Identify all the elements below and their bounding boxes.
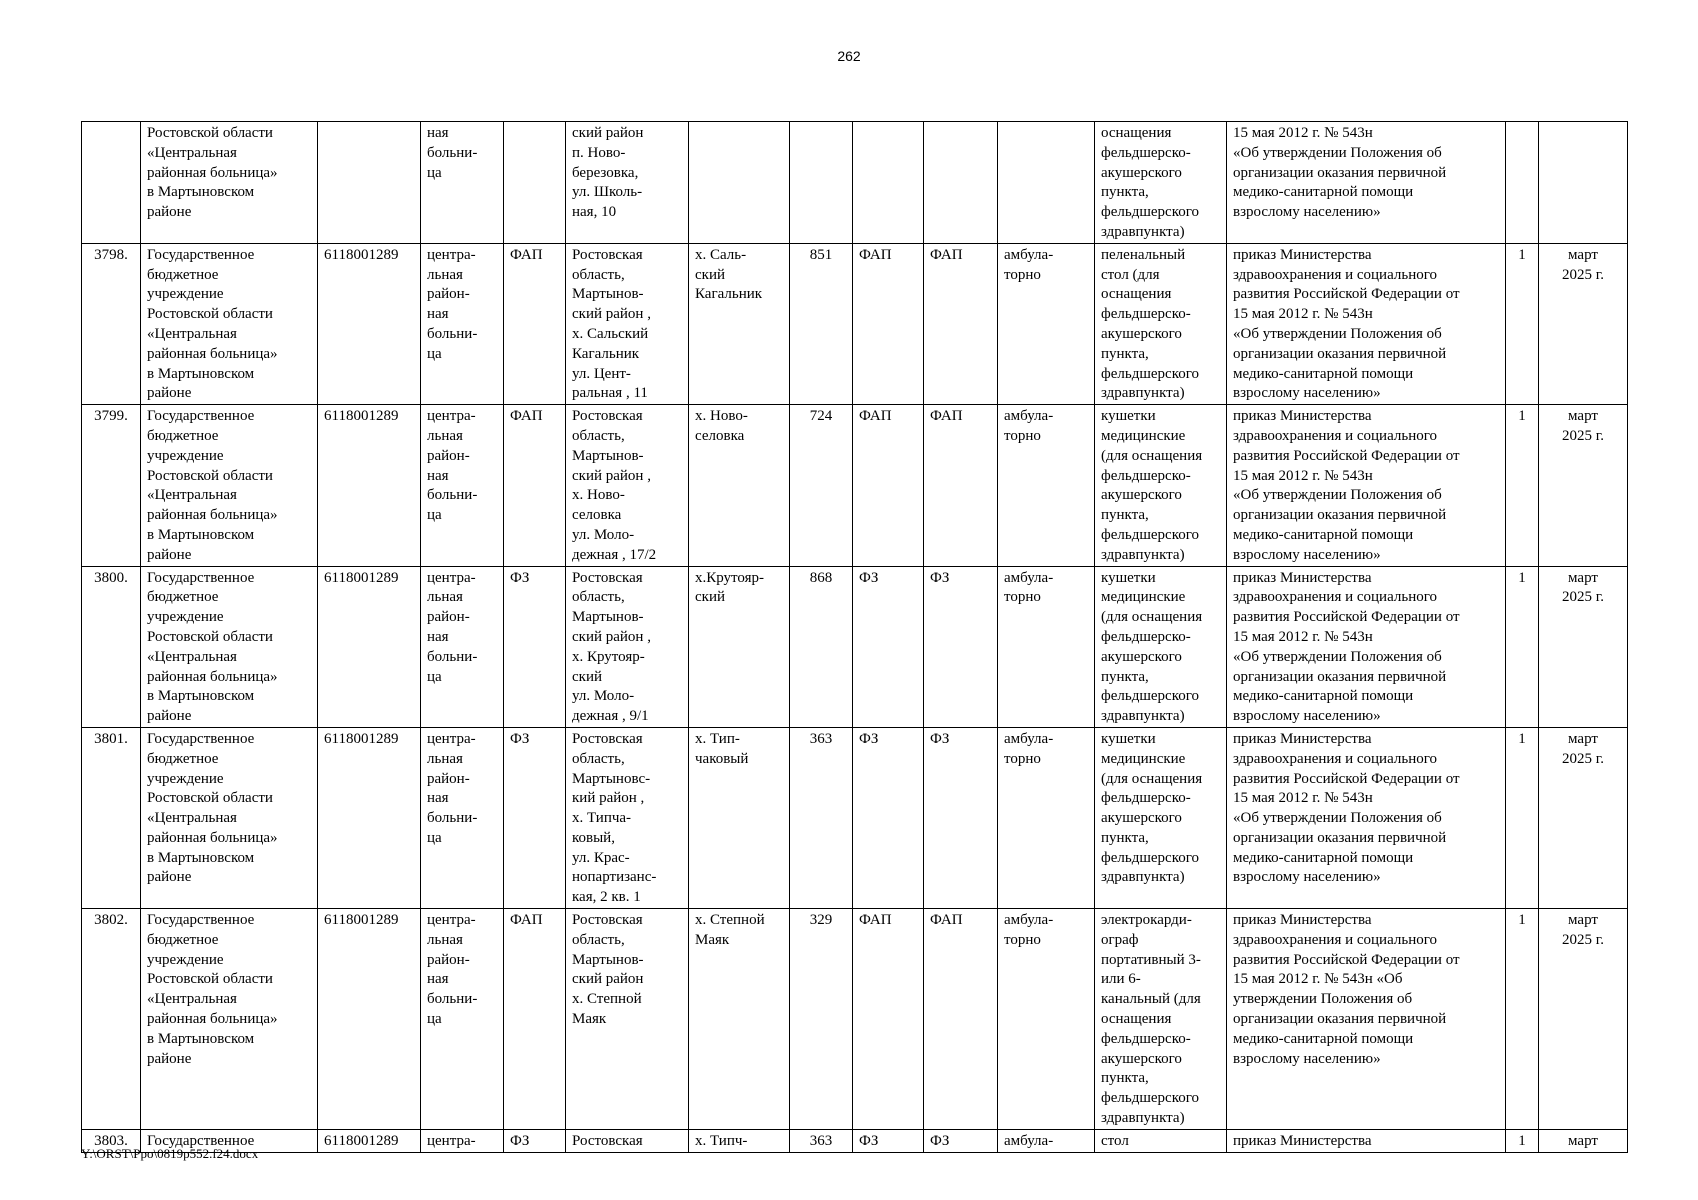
organization-cell: Государственное бюджетное учреждение Ростовской области «Центральная районная больница» в Мартыновском районе bbox=[141, 243, 318, 404]
care-form-cell bbox=[998, 122, 1095, 244]
unit-code-cell bbox=[853, 122, 924, 244]
locality-cell: х. Степной Маяк bbox=[689, 909, 790, 1130]
care-form-cell: амбула- торно bbox=[998, 909, 1095, 1130]
institution-type-cell: центра- льная район- ная больни- ца bbox=[421, 727, 504, 908]
table-row bbox=[82, 909, 1628, 1130]
institution-type-cell: центра- льная район- ная больни- ца bbox=[421, 405, 504, 566]
inn-cell: 6118001289 bbox=[318, 405, 421, 566]
legal-basis-cell: приказ Министерства здравоохранения и социального развития Российской Федерации от 15 мая 2012 г. № 543н «Об утверждении Положения об организации оказания первичной медико-санитарной помощи взрослому населению» bbox=[1227, 909, 1506, 1130]
page-number: 262 bbox=[837, 48, 861, 64]
table-row bbox=[82, 243, 1628, 404]
locality-cell: х. Типч- bbox=[689, 1129, 790, 1152]
quantity-cell: 1 bbox=[1506, 727, 1539, 908]
date-cell: март 2025 г. bbox=[1539, 243, 1628, 404]
unit-kind-cell: ФАП bbox=[924, 405, 998, 566]
inn-cell: 6118001289 bbox=[318, 727, 421, 908]
population-cell: 363 bbox=[790, 1129, 853, 1152]
unit-code-cell: ФЗ bbox=[853, 566, 924, 727]
equipment-cell: оснащения фельдшерско- акушерского пункта, фельдшерского здравпункта) bbox=[1095, 122, 1227, 244]
row-number-cell: 3799. bbox=[82, 405, 141, 566]
unit-code-cell: ФАП bbox=[853, 243, 924, 404]
unit-kind-cell bbox=[924, 122, 998, 244]
date-cell bbox=[1539, 122, 1628, 244]
care-form-cell: амбула- торно bbox=[998, 727, 1095, 908]
date-cell: март 2025 г. bbox=[1539, 727, 1628, 908]
date-cell: март 2025 г. bbox=[1539, 566, 1628, 727]
quantity-cell: 1 bbox=[1506, 243, 1539, 404]
unit-type-cell: ФЗ bbox=[504, 727, 566, 908]
inn-cell: 6118001289 bbox=[318, 566, 421, 727]
institution-type-cell: центра- bbox=[421, 1129, 504, 1152]
equipment-cell: кушетки медицинские (для оснащения фельдшерско- акушерского пункта, фельдшерского здравпункта) bbox=[1095, 405, 1227, 566]
locality-cell: х. Тип- чаковый bbox=[689, 727, 790, 908]
row-number-cell: 3801. bbox=[82, 727, 141, 908]
date-cell: март bbox=[1539, 1129, 1628, 1152]
care-form-cell: амбула- торно bbox=[998, 405, 1095, 566]
locality-cell: х.Крутояр- ский bbox=[689, 566, 790, 727]
unit-type-cell: ФЗ bbox=[504, 1129, 566, 1152]
legal-basis-cell: приказ Министерства здравоохранения и социального развития Российской Федерации от 15 мая 2012 г. № 543н «Об утверждении Положения об организации оказания первичной медико-санитарной помощи взрослому населению» bbox=[1227, 727, 1506, 908]
unit-code-cell: ФЗ bbox=[853, 727, 924, 908]
organization-cell: Ростовской области «Центральная районная больница» в Мартыновском районе bbox=[141, 122, 318, 244]
organization-cell: Государственное бюджетное учреждение Ростовской области «Центральная районная больница» в Мартыновском районе bbox=[141, 909, 318, 1130]
address-cell: Ростовская область, Мартыновс- кий район , х. Типча- ковый, ул. Крас- нопартизанс- кая, 2 кв. 1 bbox=[566, 727, 689, 908]
table-row bbox=[82, 122, 1628, 244]
unit-type-cell: ФЗ bbox=[504, 566, 566, 727]
unit-kind-cell: ФЗ bbox=[924, 727, 998, 908]
quantity-cell: 1 bbox=[1506, 909, 1539, 1130]
care-form-cell: амбула- торно bbox=[998, 243, 1095, 404]
address-cell: ский район п. Ново- березовка, ул. Школь- ная, 10 bbox=[566, 122, 689, 244]
legal-basis-cell: приказ Министерства здравоохранения и социального развития Российской Федерации от 15 мая 2012 г. № 543н «Об утверждении Положения об организации оказания первичной медико-санитарной помощи взрослому населению» bbox=[1227, 566, 1506, 727]
table-row bbox=[82, 1129, 1628, 1152]
inn-cell: 6118001289 bbox=[318, 909, 421, 1130]
date-cell: март 2025 г. bbox=[1539, 909, 1628, 1130]
locality-cell: х. Саль- ский Кагальник bbox=[689, 243, 790, 404]
population-cell: 363 bbox=[790, 727, 853, 908]
quantity-cell: 1 bbox=[1506, 1129, 1539, 1152]
organization-cell: Государственное bbox=[141, 1129, 318, 1152]
institution-type-cell: центра- льная район- ная больни- ца bbox=[421, 243, 504, 404]
population-cell bbox=[790, 122, 853, 244]
legal-basis-cell: 15 мая 2012 г. № 543н «Об утверждении Положения об организации оказания первичной медико-санитарной помощи взрослому населению» bbox=[1227, 122, 1506, 244]
address-cell: Ростовская область, Мартынов- ский район , х. Сальский Кагальник ул. Цент- ральная , 11 bbox=[566, 243, 689, 404]
organization-cell: Государственное бюджетное учреждение Ростовской области «Центральная районная больница» в Мартыновском районе bbox=[141, 727, 318, 908]
unit-kind-cell: ФЗ bbox=[924, 1129, 998, 1152]
quantity-cell: 1 bbox=[1506, 566, 1539, 727]
legal-basis-cell: приказ Министерства здравоохранения и социального развития Российской Федерации от 15 мая 2012 г. № 543н «Об утверждении Положения об организации оказания первичной медико-санитарной помощи взрослому населению» bbox=[1227, 243, 1506, 404]
care-form-cell: амбула- bbox=[998, 1129, 1095, 1152]
row-number-cell: 3803. bbox=[82, 1129, 141, 1152]
table-row bbox=[82, 727, 1628, 908]
equipment-cell: стол bbox=[1095, 1129, 1227, 1152]
locality-cell: х. Ново- селовка bbox=[689, 405, 790, 566]
row-number-cell: 3798. bbox=[82, 243, 141, 404]
unit-type-cell: ФАП bbox=[504, 405, 566, 566]
quantity-cell bbox=[1506, 122, 1539, 244]
row-number-cell: 3800. bbox=[82, 566, 141, 727]
unit-type-cell bbox=[504, 122, 566, 244]
inn-cell: 6118001289 bbox=[318, 1129, 421, 1152]
equipment-cell: кушетки медицинские (для оснащения фельдшерско- акушерского пункта, фельдшерского здравпункта) bbox=[1095, 727, 1227, 908]
address-cell: Ростовская область, Мартынов- ский район , х. Ново- селовка ул. Моло- дежная , 17/2 bbox=[566, 405, 689, 566]
unit-code-cell: ФАП bbox=[853, 405, 924, 566]
legal-basis-cell: приказ Министерства bbox=[1227, 1129, 1506, 1152]
inn-cell: 6118001289 bbox=[318, 243, 421, 404]
equipment-cell: кушетки медицинские (для оснащения фельдшерско- акушерского пункта, фельдшерского здравпункта) bbox=[1095, 566, 1227, 727]
locality-cell bbox=[689, 122, 790, 244]
population-cell: 724 bbox=[790, 405, 853, 566]
institution-type-cell: центра- льная район- ная больни- ца bbox=[421, 909, 504, 1130]
table-body bbox=[82, 122, 1628, 1153]
quantity-cell: 1 bbox=[1506, 405, 1539, 566]
equipment-cell: пеленальный стол (для оснащения фельдшерско- акушерского пункта, фельдшерского здравпункта) bbox=[1095, 243, 1227, 404]
unit-kind-cell: ФАП bbox=[924, 909, 998, 1130]
equipment-cell: электрокарди- ограф портативный 3- или 6- канальный (для оснащения фельдшерско- акушерского пункта, фельдшерского здравпункта) bbox=[1095, 909, 1227, 1130]
address-cell: Ростовская область, Мартынов- ский район х. Степной Маяк bbox=[566, 909, 689, 1130]
institution-type-cell: ная больни- ца bbox=[421, 122, 504, 244]
unit-kind-cell: ФЗ bbox=[924, 566, 998, 727]
address-cell: Ростовская bbox=[566, 1129, 689, 1152]
population-cell: 868 bbox=[790, 566, 853, 727]
unit-code-cell: ФАП bbox=[853, 909, 924, 1130]
organization-cell: Государственное бюджетное учреждение Ростовской области «Центральная районная больница» в Мартыновском районе bbox=[141, 566, 318, 727]
row-number-cell bbox=[82, 122, 141, 244]
file-path-footer: Y:\ORST\Ppo\0819p552.f24.docx bbox=[81, 1146, 259, 1161]
inn-cell bbox=[318, 122, 421, 244]
unit-kind-cell: ФАП bbox=[924, 243, 998, 404]
row-number-cell: 3802. bbox=[82, 909, 141, 1130]
unit-type-cell: ФАП bbox=[504, 909, 566, 1130]
date-cell: март 2025 г. bbox=[1539, 405, 1628, 566]
table-row bbox=[82, 566, 1628, 727]
unit-type-cell: ФАП bbox=[504, 243, 566, 404]
organization-cell: Государственное бюджетное учреждение Ростовской области «Центральная районная больница» в Мартыновском районе bbox=[141, 405, 318, 566]
care-form-cell: амбула- торно bbox=[998, 566, 1095, 727]
legal-basis-cell: приказ Министерства здравоохранения и социального развития Российской Федерации от 15 мая 2012 г. № 543н «Об утверждении Положения об организации оказания первичной медико-санитарной помощи взрослому населению» bbox=[1227, 405, 1506, 566]
population-cell: 329 bbox=[790, 909, 853, 1130]
institution-type-cell: центра- льная район- ная больни- ца bbox=[421, 566, 504, 727]
address-cell: Ростовская область, Мартынов- ский район , х. Крутояр- ский ул. Моло- дежная , 9/1 bbox=[566, 566, 689, 727]
equipment-register-table bbox=[81, 121, 1628, 1153]
table-row bbox=[82, 405, 1628, 566]
population-cell: 851 bbox=[790, 243, 853, 404]
unit-code-cell: ФЗ bbox=[853, 1129, 924, 1152]
